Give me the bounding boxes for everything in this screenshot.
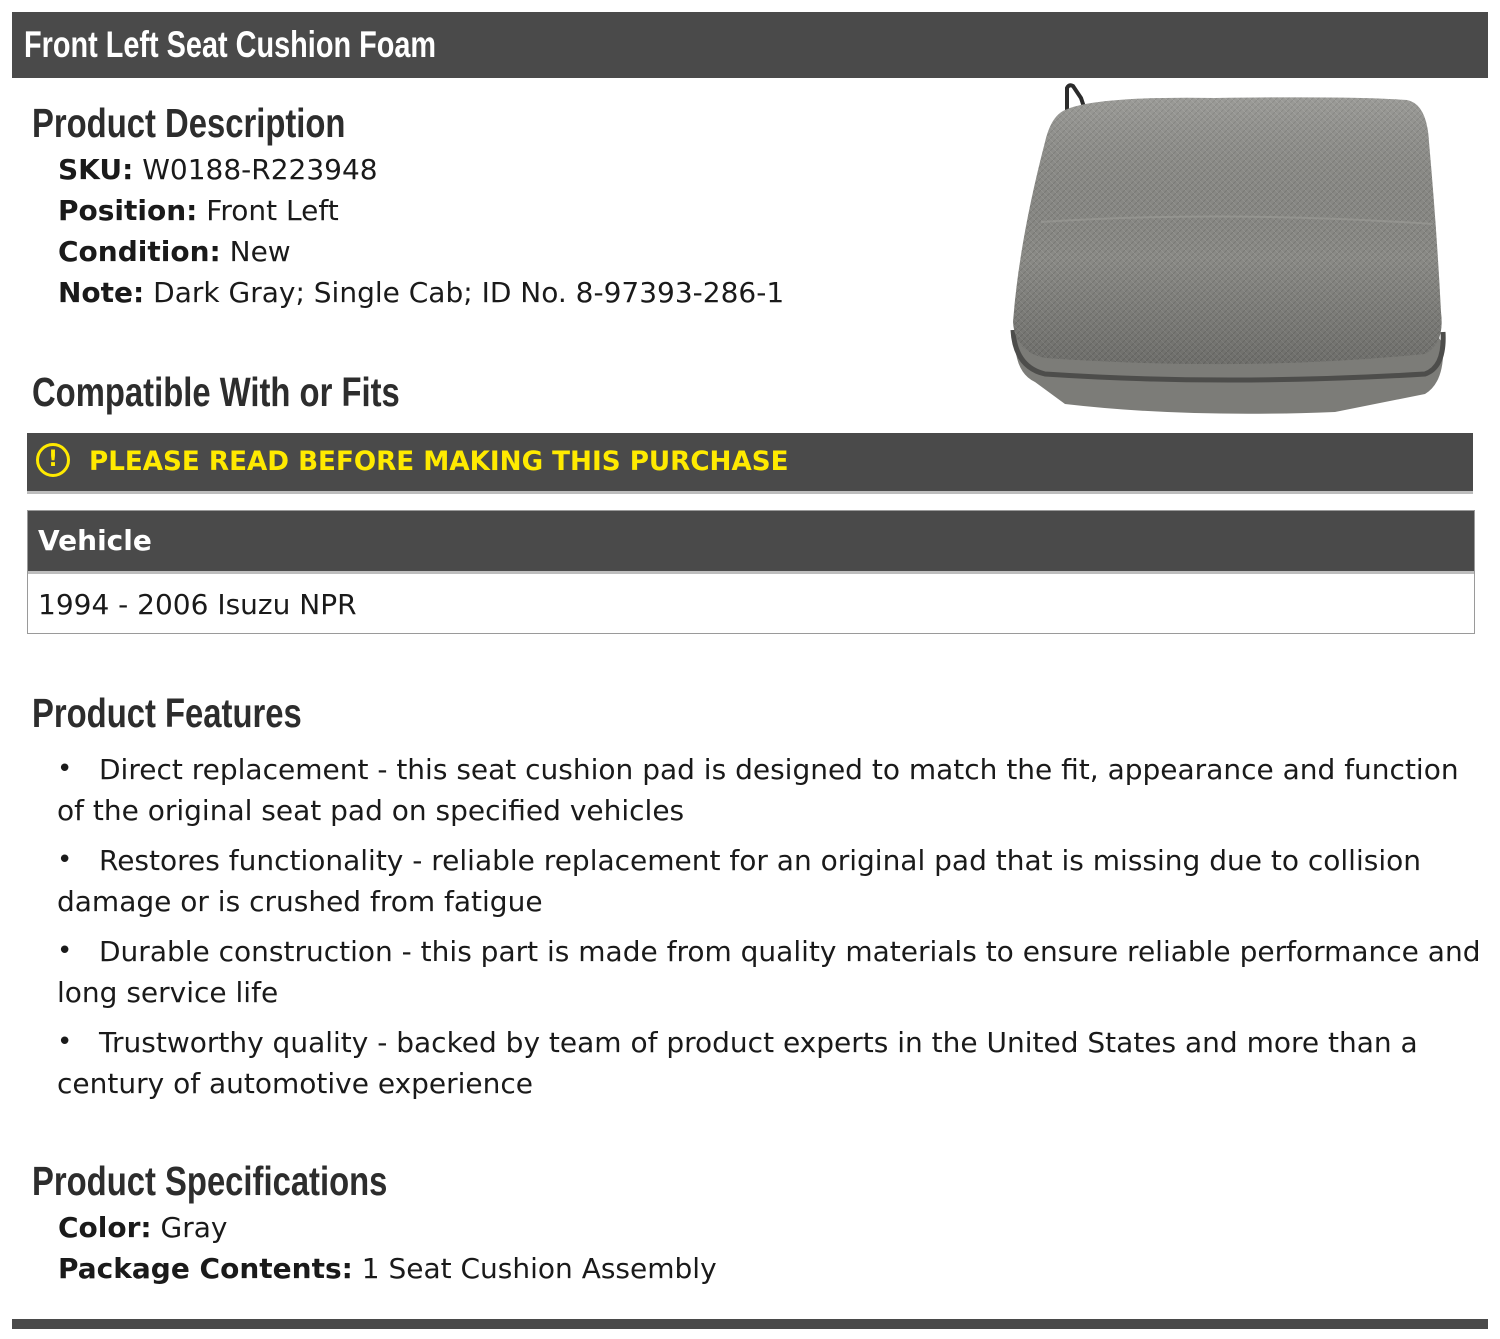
sku-label: SKU: <box>58 153 134 186</box>
bullet-icon: • <box>57 1027 73 1057</box>
package-contents-value: 1 Seat Cushion Assembly <box>361 1252 717 1285</box>
color-field <box>58 1210 227 1246</box>
sku-field <box>58 152 378 188</box>
vehicle-table-header <box>28 511 1474 574</box>
vehicle-column-label: Vehicle <box>38 524 152 557</box>
bottom-divider <box>12 1319 1488 1329</box>
purchase-notice-text: PLEASE READ BEFORE MAKING THIS PURCHASE <box>89 446 789 477</box>
bullet-icon: • <box>57 936 73 966</box>
title-bar <box>12 12 1488 78</box>
product-features-heading: Product Features <box>32 690 302 736</box>
list-item <box>57 931 1482 1013</box>
product-description-heading: Product Description <box>32 100 346 146</box>
condition-value: New <box>229 235 291 268</box>
bullet-icon: • <box>57 754 73 784</box>
color-label: Color: <box>58 1211 152 1244</box>
list-item <box>57 1022 1482 1104</box>
vehicle-cell: 1994 - 2006 Isuzu NPR <box>38 588 357 621</box>
feature-text: Direct replacement - this seat cushion pad is designed to match the fit, appearance and function of the original seat pad on specified vehicles <box>57 753 1459 827</box>
list-item <box>57 840 1482 922</box>
package-contents-field <box>58 1251 717 1287</box>
note-label: Note: <box>58 276 145 309</box>
position-label: Position: <box>58 194 198 227</box>
position-field <box>58 193 339 229</box>
compatibility-heading: Compatible With or Fits <box>32 369 400 415</box>
condition-field <box>58 234 291 270</box>
table-row <box>28 574 1474 633</box>
position-value: Front Left <box>206 194 339 227</box>
seat-cushion-image <box>1005 82 1450 422</box>
purchase-notice <box>27 433 1473 494</box>
color-value: Gray <box>160 1211 228 1244</box>
condition-label: Condition: <box>58 235 221 268</box>
page-title: Front Left Seat Cushion Foam <box>24 24 437 65</box>
list-item <box>57 749 1482 831</box>
package-contents-label: Package Contents: <box>58 1252 353 1285</box>
features-list <box>57 749 1482 1113</box>
sku-value: W0188-R223948 <box>142 153 378 186</box>
note-value: Dark Gray; Single Cab; ID No. 8-97393-286-1 <box>153 276 785 309</box>
bullet-icon: • <box>57 845 73 875</box>
feature-text: Durable construction - this part is made from quality materials to ensure reliable performance and long service life <box>57 935 1481 1009</box>
product-specifications-heading: Product Specifications <box>32 1158 388 1204</box>
vehicle-table <box>27 510 1475 634</box>
feature-text: Restores functionality - reliable replacement for an original pad that is missing due to collision damage or is crushed from fatigue <box>57 844 1421 918</box>
feature-text: Trustworthy quality - backed by team of product experts in the United States and more than a century of automotive experience <box>57 1026 1418 1100</box>
note-field <box>58 275 784 311</box>
warning-icon: ! <box>36 443 70 477</box>
